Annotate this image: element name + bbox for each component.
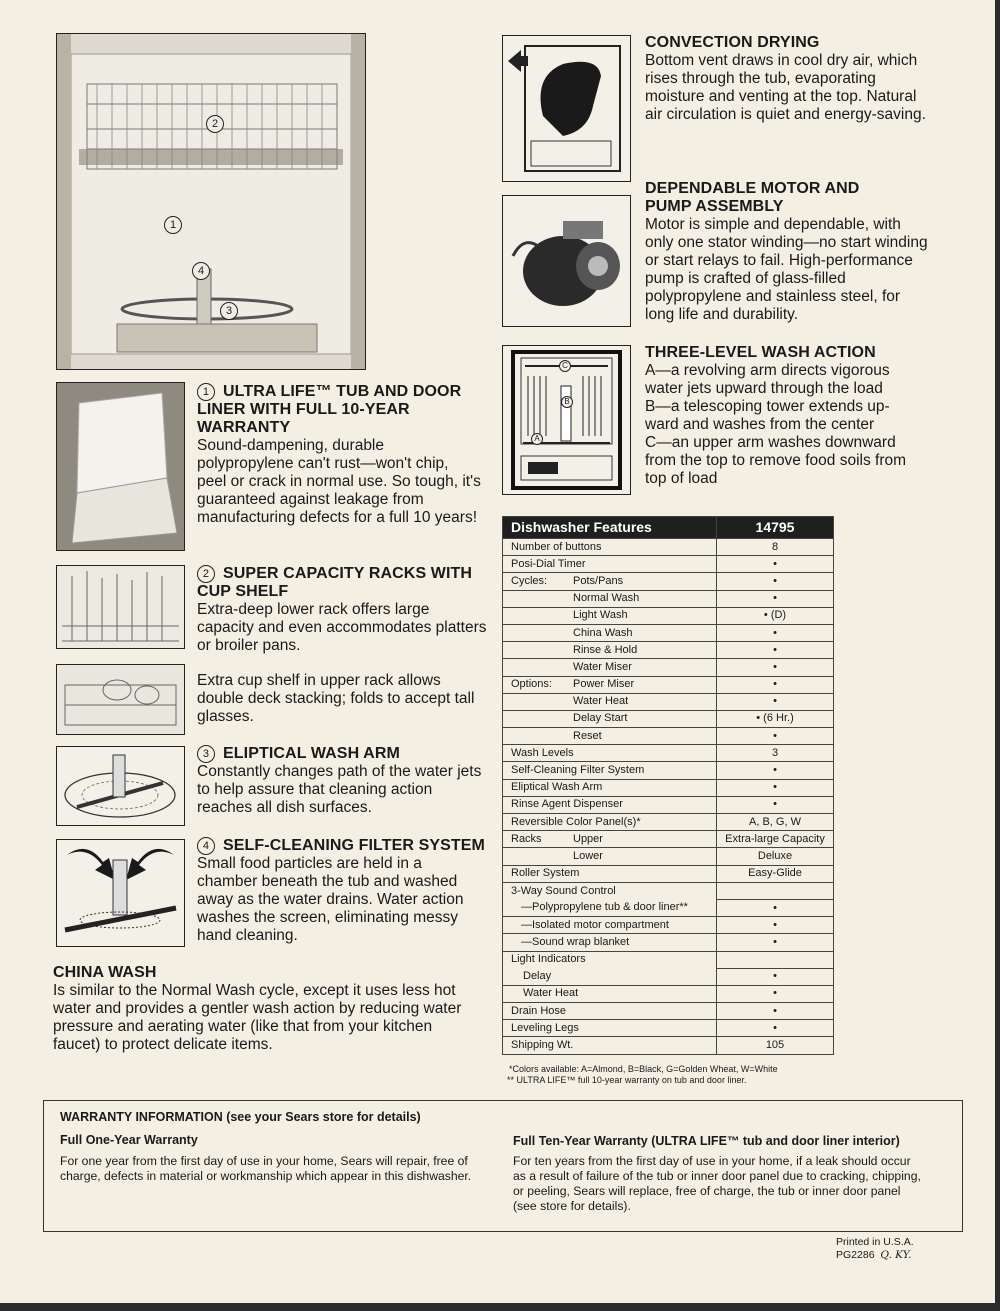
ultra-life-body: Sound-dampening, durable polypropylene can't rust—won't chip, peel or crack in normal use. So tough, it's guaranteed against leakage from manufacturing defects for a full 10 years! — [197, 437, 481, 526]
feature-label: Reset — [573, 729, 602, 742]
feature-label-cell — [503, 693, 717, 710]
table-title: Dishwasher Features — [503, 517, 717, 539]
feature-label: Power Miser — [573, 678, 635, 691]
feature-group: Cycles: — [511, 574, 548, 587]
feature-label: Light Wash — [573, 609, 628, 622]
feature-label: Delay — [523, 970, 552, 983]
three-level-line-3: B—a telescoping tower extends up- — [645, 398, 890, 415]
section-filter — [197, 837, 492, 945]
table-row — [503, 899, 834, 916]
wash-arm-title: ELIPTICAL WASH ARM — [223, 745, 400, 762]
feature-label-cell — [503, 590, 717, 607]
ten-year-body: For ten years from the first day of use in your home, if a leak should occur as a result of failure of the tub or inner door panel due to cracking, chipping, or peeling, Sears will replace, free of charge, the tub or inner door panel (see store for details). — [513, 1154, 921, 1213]
feature-label-cell — [503, 968, 717, 985]
feature-label: Delay Start — [573, 712, 628, 725]
feature-value: • (6 Hr.) — [717, 710, 834, 727]
table-row — [503, 882, 834, 899]
feature-label-cell — [503, 1037, 717, 1054]
number-1-icon: 1 — [197, 383, 215, 401]
convection-diagram — [502, 35, 631, 182]
feature-label: —Isolated motor compartment — [521, 918, 669, 931]
feature-group: Racks — [511, 832, 542, 845]
feature-value: • — [717, 728, 834, 745]
feature-value: • — [717, 762, 834, 779]
table-row — [503, 710, 834, 727]
feature-label-cell — [503, 848, 717, 865]
feature-value: 105 — [717, 1037, 834, 1054]
feature-label-cell — [503, 607, 717, 624]
three-level-line-5: C—an upper arm washes downward — [645, 434, 896, 451]
callout-1: 1 — [164, 216, 182, 234]
feature-label-cell — [503, 676, 717, 693]
table-row — [503, 865, 834, 882]
feature-value: • — [717, 642, 834, 659]
feature-label: Drain Hose — [511, 1004, 567, 1017]
feature-label-cell — [503, 985, 717, 1002]
table-row — [503, 762, 834, 779]
section-wash-arm — [197, 745, 482, 817]
feature-label-cell — [503, 779, 717, 796]
feature-label: 3-Way Sound Control — [511, 884, 616, 897]
racks-title: SUPER CAPACITY RACKS WITH CUP SHELF — [197, 565, 473, 600]
table-row — [503, 590, 834, 607]
handwritten-mark: Q. KY. — [880, 1249, 912, 1261]
feature-label: Wash Levels — [511, 746, 574, 759]
table-row — [503, 831, 834, 848]
feature-label-cell — [503, 539, 717, 556]
feature-value: • — [717, 934, 834, 951]
filter-diagram — [56, 839, 185, 947]
filter-title: SELF-CLEANING FILTER SYSTEM — [223, 837, 485, 854]
warranty-header: WARRANTY INFORMATION (see your Sears store for details) — [60, 1110, 421, 1124]
feature-label: Rinse & Hold — [573, 643, 638, 656]
feature-value: • — [717, 985, 834, 1002]
table-row — [503, 693, 834, 710]
feature-value: 3 — [717, 745, 834, 762]
feature-label: Water Heat — [573, 695, 629, 708]
dishwasher-interior-photo — [56, 33, 366, 370]
table-row — [503, 728, 834, 745]
cup-shelf-body: Extra cup shelf in upper rack allows double deck stacking; folds to accept tall glasses. — [197, 672, 475, 725]
table-row — [503, 985, 834, 1002]
table-model: 14795 — [717, 517, 834, 539]
three-level-title: THREE-LEVEL WASH ACTION — [645, 344, 876, 361]
print-info — [836, 1236, 914, 1262]
feature-label-cell — [503, 659, 717, 676]
ten-year-title: Full Ten-Year Warranty (ULTRA LIFE™ tub and door liner interior) — [513, 1134, 900, 1148]
feature-value: • — [717, 556, 834, 573]
motor-title: DEPENDABLE MOTOR AND PUMP ASSEMBLY — [645, 180, 860, 215]
feature-label: Roller System — [511, 867, 580, 880]
motor-pump-photo — [502, 195, 631, 327]
table-row — [503, 573, 834, 590]
table-row — [503, 676, 834, 693]
label-b: B — [561, 396, 573, 408]
feature-label: Normal Wash — [573, 592, 640, 605]
feature-value — [717, 882, 834, 899]
one-year-title: Full One-Year Warranty — [60, 1133, 198, 1147]
wash-arm-body: Constantly changes path of the water jets to help assure that cleaning action reaches all dish surfaces. — [197, 763, 482, 816]
feature-value: • — [717, 624, 834, 641]
table-row — [503, 968, 834, 985]
three-level-line-2: water jets upward through the load — [645, 380, 883, 397]
wash-arm-diagram — [56, 746, 185, 826]
number-2-icon: 2 — [197, 565, 215, 583]
table-header-row — [503, 517, 834, 539]
feature-label: —Polypropylene tub & door liner** — [521, 901, 688, 914]
feature-value: Extra-large Capacity — [717, 831, 834, 848]
china-wash-title: CHINA WASH — [53, 964, 157, 981]
table-row — [503, 745, 834, 762]
three-level-line-1: A—a revolving arm directs vigorous — [645, 362, 890, 379]
feature-label-cell — [503, 814, 717, 831]
feature-label: Pots/Pans — [573, 574, 624, 587]
section-convection — [645, 34, 935, 124]
feature-value: Easy-Glide — [717, 865, 834, 882]
one-year-body: For one year from the first day of use in your home, Sears will repair, free of charge, defects in material or workmanship which appear in this dishwasher. — [60, 1154, 472, 1183]
feature-label: China Wash — [573, 626, 633, 639]
feature-label-cell — [503, 899, 717, 916]
tub-liner-photo — [56, 382, 185, 551]
feature-label-cell — [503, 882, 717, 899]
china-wash-body: Is similar to the Normal Wash cycle, except it uses less hot water and provides a gentler wash action by reducing water pressure and aerating water (like that from your kitchen faucet) to protect delicate items. — [53, 982, 462, 1053]
feature-label: Upper — [573, 832, 603, 845]
feature-label: Leveling Legs — [511, 1021, 579, 1034]
feature-label-cell — [503, 728, 717, 745]
feature-label: Light Indicators — [511, 953, 586, 966]
feature-label-cell — [503, 917, 717, 934]
feature-value: • — [717, 968, 834, 985]
table-row — [503, 659, 834, 676]
feature-label-cell — [503, 934, 717, 951]
table-row — [503, 934, 834, 951]
feature-label-cell — [503, 1020, 717, 1037]
feature-value: 8 — [717, 539, 834, 556]
label-c: C — [559, 360, 571, 372]
table-row — [503, 607, 834, 624]
feature-value: • — [717, 1020, 834, 1037]
table-row — [503, 1037, 834, 1054]
feature-label-cell — [503, 796, 717, 813]
feature-label: Posi-Dial Timer — [511, 557, 586, 570]
filter-body: Small food particles are held in a chamber beneath the tub and washed away as the water drains. Water action washes the screen, eliminating messy hand cleaning. — [197, 855, 464, 944]
table-row — [503, 951, 834, 968]
printed-in: Printed in U.S.A. — [836, 1236, 914, 1248]
feature-label: Lower — [573, 849, 603, 862]
warranty-box — [43, 1100, 963, 1232]
feature-value: • (D) — [717, 607, 834, 624]
feature-label-cell — [503, 865, 717, 882]
feature-label: Self-Cleaning Filter System — [511, 764, 645, 777]
feature-value: • — [717, 1003, 834, 1020]
table-row — [503, 1020, 834, 1037]
section-china-wash — [53, 964, 483, 1054]
section-racks — [197, 565, 487, 655]
table-row — [503, 1003, 834, 1020]
feature-label-cell — [503, 762, 717, 779]
section-three-level — [645, 344, 935, 488]
feature-group: Options: — [511, 678, 552, 691]
section-ultra-life — [197, 383, 482, 527]
callout-2: 2 — [206, 115, 224, 133]
cup-shelf-photo — [56, 664, 185, 735]
callout-3: 3 — [220, 302, 238, 320]
lower-rack-photo — [56, 565, 185, 649]
feature-label-cell — [503, 642, 717, 659]
feature-label-cell — [503, 1003, 717, 1020]
feature-label: Number of buttons — [511, 540, 602, 553]
racks-body: Extra-deep lower rack offers large capacity and even accommodates platters or broiler pans. — [197, 601, 487, 654]
feature-label: Shipping Wt. — [511, 1039, 574, 1052]
feature-label: Water Heat — [523, 987, 579, 1000]
table-row — [503, 917, 834, 934]
convection-body: Bottom vent draws in cool dry air, which rises through the tub, evaporating moisture and venting at the top. Natural air circulation is quiet and energy-saving. — [645, 52, 926, 123]
motor-body: Motor is simple and dependable, with only one stator winding—no start winding or start relays to fail. High-performance pump is crafted of glass-filled polypropylene and stainless steel, for long life and durability. — [645, 216, 928, 323]
table-row — [503, 814, 834, 831]
feature-value: A, B, G, W — [717, 814, 834, 831]
feature-label: —Sound wrap blanket — [521, 935, 630, 948]
feature-label: Reversible Color Panel(s)* — [511, 815, 641, 828]
feature-label-cell — [503, 951, 717, 968]
three-level-line-6: from the top to remove food soils from — [645, 452, 907, 469]
three-level-line-7: top of load — [645, 470, 718, 487]
label-a: A — [531, 433, 543, 445]
section-motor — [645, 180, 935, 324]
feature-label-cell — [503, 556, 717, 573]
callout-4: 4 — [192, 262, 210, 280]
feature-value: • — [717, 590, 834, 607]
feature-value: • — [717, 899, 834, 916]
feature-label-cell — [503, 573, 717, 590]
table-row — [503, 796, 834, 813]
footnote-colors: *Colors available: A=Almond, B=Black, G=Golden Wheat, W=White — [509, 1064, 778, 1074]
feature-value: • — [717, 573, 834, 590]
table-row — [503, 539, 834, 556]
pg-code: PG2286 — [836, 1249, 875, 1261]
number-3-icon: 3 — [197, 745, 215, 763]
table-row — [503, 779, 834, 796]
table-row — [503, 556, 834, 573]
feature-value: • — [717, 659, 834, 676]
feature-value: • — [717, 779, 834, 796]
feature-label-cell — [503, 745, 717, 762]
feature-value: • — [717, 693, 834, 710]
three-level-line-4: ward and washes from the center — [645, 416, 875, 433]
feature-label: Eliptical Wash Arm — [511, 781, 603, 794]
feature-value: • — [717, 917, 834, 934]
table-row — [503, 624, 834, 641]
feature-value — [717, 951, 834, 968]
feature-label-cell — [503, 831, 717, 848]
number-4-icon: 4 — [197, 837, 215, 855]
table-footnotes — [507, 1064, 837, 1086]
convection-title: CONVECTION DRYING — [645, 34, 820, 51]
feature-label: Water Miser — [573, 660, 632, 673]
table-row — [503, 848, 834, 865]
three-level-diagram — [502, 345, 631, 495]
feature-label: Rinse Agent Dispenser — [511, 798, 623, 811]
feature-value: • — [717, 676, 834, 693]
feature-value: Deluxe — [717, 848, 834, 865]
footnote-ultra-life: ** ULTRA LIFE™ full 10-year warranty on tub and door liner. — [507, 1075, 747, 1085]
features-table — [502, 516, 834, 1055]
feature-label-cell — [503, 710, 717, 727]
table-row — [503, 642, 834, 659]
ultra-life-title: ULTRA LIFE™ TUB AND DOOR LINER WITH FULL 10-YEAR WARRANTY — [197, 383, 462, 436]
feature-value: • — [717, 796, 834, 813]
feature-label-cell — [503, 624, 717, 641]
